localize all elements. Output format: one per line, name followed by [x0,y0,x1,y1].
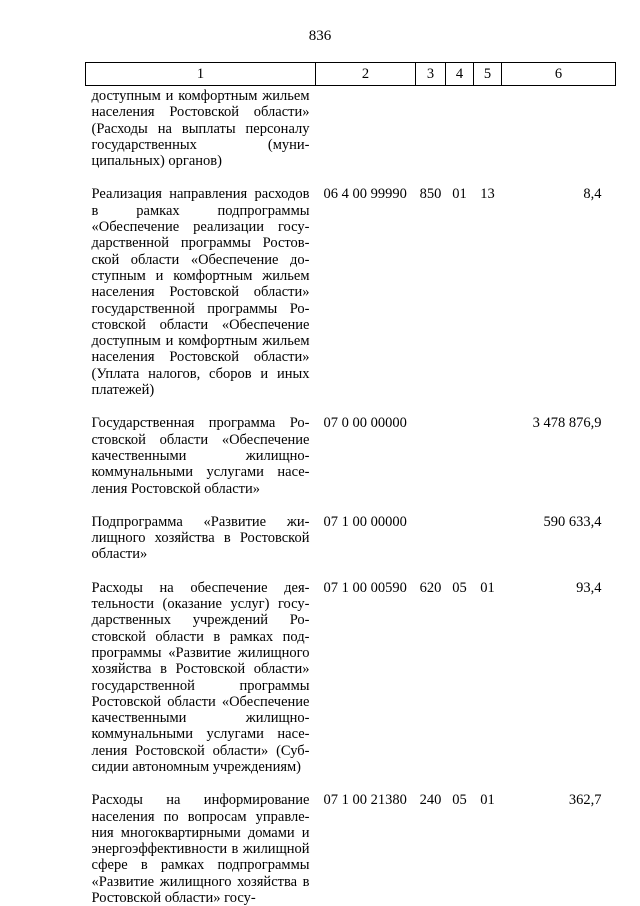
row-description: Реализация направления расходов в рамках подпрограммы «Обеспечение реализации государственной программы Ростовской области «Обеспечение доступным и комфортным жильем населения Ростовской области» государственной программы Ростовской области «Обеспечение доступным и комфортным жильем населения Ростовской области» (Уплата налогов, сборов и иных платежей) [91,186,310,399]
row-col-3 [416,514,446,580]
header-col-5: 5 [474,63,502,86]
table-row [86,514,616,580]
row-col-4 [446,415,474,513]
header-col-4: 4 [446,63,474,86]
row-description: Расходы на информирование населения по вопросам управления многоквартирными домами и энергоэффективности в жилищной сфере в рамках подпрограммы «Развитие жилищного хозяйства в Ростовской области» госу- [91,792,310,906]
row-description: Расходы на обеспечение деятельности (оказание услуг) государственных учреждений Ростовской области в рамках подпрограммы «Развитие жилищного хозяйства в Ростовской области» государственной программы Ростовской области «Обеспечение качественными жилищно-коммунальными услугами населения Ростовской области» (Субсидии автономным учреждениям) [91,579,310,775]
row-col-3 [416,415,446,513]
header-col-2: 2 [316,63,416,86]
row-amount: 590 633,4 [543,513,602,530]
row-amount: 3 478 876,9 [532,415,602,432]
table-header [86,63,616,86]
row-code: 06 4 00 99990 [323,186,407,203]
header-col-1: 1 [86,63,316,86]
row-col-4: 01 [452,186,467,203]
row-col-5 [474,514,502,580]
row-col-3: 850 [419,186,442,203]
table-row [86,186,616,415]
row-description: доступным и комфортным жильем населения Ростовской области» (Расходы на выплаты персоналу государственных (муниципальных) органов) [91,88,310,170]
row-description: Подпрограмма «Развитие жилищного хозяйства в Ростовской области» [91,513,310,563]
row-amount: 362,7 [568,792,602,809]
row-amount: 93,4 [576,579,602,596]
budget-table [85,62,616,906]
row-col-5: 13 [480,186,495,203]
row-code: 07 1 00 21380 [323,792,407,809]
row-code: 07 1 00 00590 [323,579,407,596]
row-code: 07 1 00 00000 [323,513,407,530]
row-col-5 [474,415,502,513]
row-col-4: 05 [452,792,467,809]
table-row [86,415,616,513]
table-row [86,792,616,906]
header-col-3: 3 [416,63,446,86]
row-col-3 [416,86,446,187]
row-col-4 [446,86,474,187]
row-col-4 [446,514,474,580]
page-number: 836 [308,28,332,44]
row-col-4: 05 [452,579,467,596]
row-code: 07 0 00 00000 [323,415,407,432]
row-code [316,86,416,187]
row-amount [502,86,616,187]
row-description: Государственная программа Ростовской области «Обеспечение качественными жилищно-коммунальными услугами населения Ростовской области» [91,415,310,497]
row-col-3: 620 [419,579,442,596]
table-row [86,86,616,187]
row-col-3: 240 [419,792,442,809]
row-amount: 8,4 [583,186,602,203]
header-col-6: 6 [502,63,616,86]
row-col-5: 01 [480,579,495,596]
row-col-5 [474,86,502,187]
row-col-5: 01 [480,792,495,809]
table-row [86,580,616,793]
